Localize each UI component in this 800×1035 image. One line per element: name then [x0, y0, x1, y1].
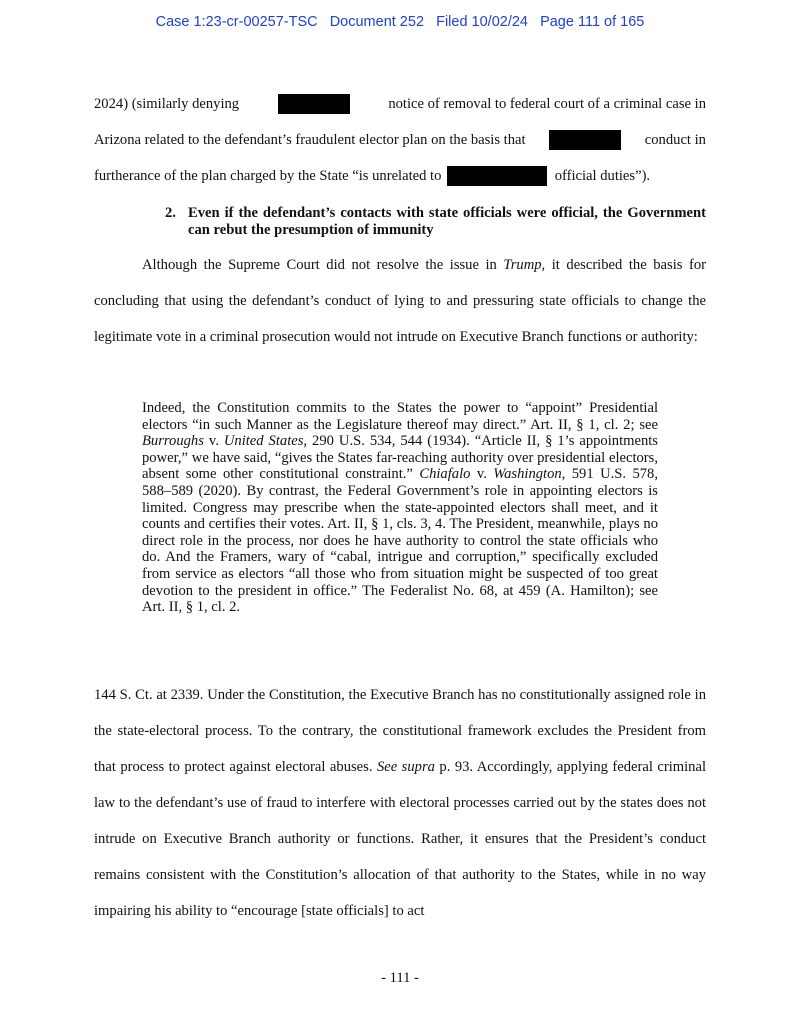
- block-quote: [142, 400, 658, 616]
- redaction-box: [549, 130, 621, 150]
- text-span: v.: [470, 466, 494, 483]
- paragraph-analysis: [94, 677, 706, 929]
- case-header: Case 1:23-cr-00257-TSC Document 252 Filed 10/02/24 Page 111 of 165: [155, 14, 645, 30]
- text-span: p. 93. Accordingly, applying federal criminal law to the defendant’s use of fraud to interfere with electoral processes carried out by the states does not intrude on Executive Branch authority or functions. Rather, it ensures that the President’s conduct remains consistent with the Constitution’s allocation of that authority to the States, while in no way impairing his ability to “encourage [state officials] to act: [94, 759, 707, 919]
- page-number: - 111 -: [381, 970, 419, 986]
- case-name: Washington: [493, 466, 562, 483]
- text-span: , 290 U.S. 534, 544 (1934). “Article II, § 1’s appointments power,” we have said, “gives the States far-reaching authority over presidential electors, absent some other constitutional constraint.”: [142, 433, 658, 483]
- redaction-box: [278, 94, 350, 114]
- text-span: Indeed, the Constitution commits to the States the power to “appoint” Presidential electors “in such Manner as the Legislature thereof may direct.” Art. II, § 1, cl. 2; see: [142, 400, 658, 433]
- text-span: official duties”).: [551, 168, 651, 184]
- text-span: 2024) (similarly denying: [94, 96, 243, 112]
- text-span: notice of removal to federal court of a criminal case in: [384, 96, 706, 112]
- redaction-box: [447, 166, 547, 186]
- citation-signal: See supra: [376, 759, 435, 775]
- case-name: United States: [223, 433, 304, 450]
- paragraph-intro: [94, 247, 706, 355]
- text-span: furtherance of the plan charged by the State “is unrelated to: [94, 168, 446, 184]
- text-span: , it described the basis for concluding that using the defendant’s conduct of lying to and pressuring state officials to change the legitimate vote in a criminal prosecution would not intrude on Executive Branch functions or authority:: [94, 257, 706, 345]
- paragraph-continuation: [94, 86, 706, 194]
- text-span: Arizona related to the defendant’s fraudulent elector plan on the basis that: [94, 132, 530, 148]
- case-name: Burroughs: [142, 433, 204, 450]
- text-span: conduct in: [641, 132, 706, 148]
- text-span: , 591 U.S. 578, 588–589 (2020). By contrast, the Federal Government’s role in appointing electors is limited. Congress may prescribe when the state-appointed electors shall meet, and it counts and certifies their votes. Art. II, § 1, cls. 3, 4. The President, meanwhile, plays no direct role in the process, nor does he have authority to control the state officials who do. And the Framers, wary of “cabal, intrigue and corruption,” specifically excluded from service as electors “all those who from situation might be suspected of too great devotion to the president in office.” The Federalist No. 68, at 459 (A. Hamilton); see Art. II, § 1, cl. 2.: [142, 466, 659, 616]
- text-span: Although the Supreme Court did not resolve the issue in: [142, 257, 504, 273]
- heading-text: Even if the defendant’s contacts with state officials were official, the Government can rebut the presumption of immunity: [188, 205, 706, 238]
- text-span: v.: [203, 433, 224, 450]
- case-name: Chiafalo: [419, 466, 471, 483]
- text-span: 144 S. Ct. at 2339. Under the Constitution, the Executive Branch has no constitutionally assigned role in the state-electoral process. To the contrary, the constitutional framework excludes the President from that process to protect against electoral abuses.: [94, 687, 706, 775]
- heading-number: 2.: [165, 205, 176, 221]
- case-name-trump: Trump: [503, 257, 542, 273]
- section-heading: [165, 205, 706, 239]
